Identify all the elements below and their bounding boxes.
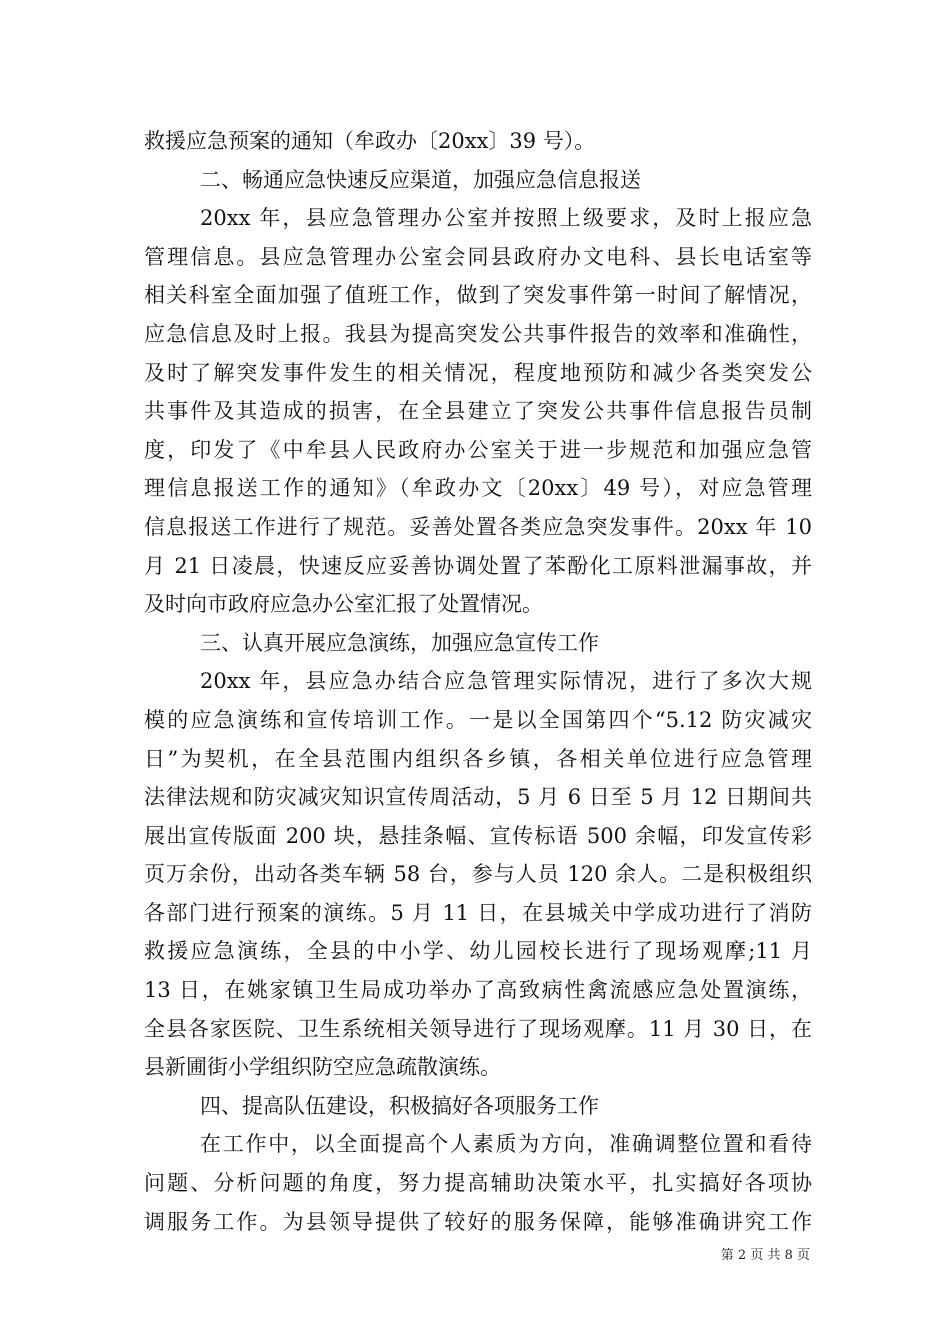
text-line: 调服务工作。为县领导提供了较好的服务保障，能够准确讲究工作 bbox=[144, 1209, 812, 1234]
text-line: 及时向市政府应急办公室汇报了处置情况。 bbox=[144, 592, 543, 617]
text-line: 救援应急演练，全县的中小学、幼儿园校长进行了现场观摩;11 月 bbox=[144, 939, 812, 964]
section-heading: 三、认真开展应急演练，加强应急宣传工作 bbox=[200, 630, 599, 655]
text-line: 管理信息。县应急管理办公室会同县政府办文电科、县长电话室等 bbox=[144, 244, 812, 269]
text-line: 救援应急预案的通知（牟政办〔20xx〕39 号）。 bbox=[144, 129, 596, 153]
text-line: 全县各家医院、卫生系统相关领导进行了现场观摩。11 月 30 日，在 bbox=[144, 1016, 812, 1041]
text-line: 页万余份，出动各类车辆 58 台，参与人员 120 余人。二是积极组织 bbox=[144, 862, 812, 887]
text-line: 20xx 年，县应急办结合应急管理实际情况，进行了多次大规 bbox=[200, 669, 812, 694]
text-line: 日”为契机，在全县范围内组织各乡镇，各相关单位进行应急管理 bbox=[144, 746, 812, 771]
text-line: 各部门进行预案的演练。5 月 11 日，在县城关中学成功进行了消防 bbox=[144, 900, 812, 925]
text-line: 及时了解突发事件发生的相关情况，程度地预防和减少各类突发公 bbox=[144, 360, 812, 385]
text-line: 问题、分析问题的角度，努力提高辅助决策水平，扎实搞好各项协 bbox=[144, 1171, 812, 1196]
text-line: 模的应急演练和宣传培训工作。一是以全国第四个“5.12 防灾减灾 bbox=[144, 707, 812, 732]
text-line: 县新圃街小学组织防空应急疏散演练。 bbox=[144, 1055, 501, 1080]
text-line: 在工作中，以全面提高个人素质为方向，准确调整位置和看待 bbox=[200, 1132, 812, 1157]
text-line: 共事件及其造成的损害，在全县建立了突发公共事件信息报告员制 bbox=[144, 399, 812, 424]
text-line: 信息报送工作进行了规范。妥善处置各类应急突发事件。20xx 年 10 bbox=[144, 514, 812, 539]
text-line: 相关科室全面加强了值班工作，做到了突发事件第一时间了解情况， bbox=[144, 283, 812, 308]
document-body bbox=[144, 122, 812, 1241]
text-line: 理信息报送工作的通知》（牟政办文〔20xx〕49 号），对应急管理 bbox=[144, 476, 812, 501]
text-line: 应急信息及时上报。我县为提高突发公共事件报告的效率和准确性， bbox=[144, 321, 812, 346]
text-line: 13 日，在姚家镇卫生局成功举办了高致病性禽流感应急处置演练， bbox=[144, 978, 812, 1003]
text-line: 月 21 日凌晨，快速反应妥善协调处置了苯酚化工原料泄漏事故，并 bbox=[144, 553, 812, 578]
page-number: 第 2 页 共 8 页 bbox=[720, 1248, 810, 1263]
section-heading: 四、提高队伍建设，积极搞好各项服务工作 bbox=[200, 1093, 599, 1118]
text-line: 展出宣传版面 200 块，悬挂条幅、宣传标语 500 余幅，印发宣传彩 bbox=[144, 823, 812, 848]
text-line: 20xx 年，县应急管理办公室并按照上级要求，及时上报应急 bbox=[200, 206, 812, 231]
text-line: 度，印发了《中牟县人民政府办公室关于进一步规范和加强应急管 bbox=[144, 437, 812, 462]
text-line: 法律法规和防灾减灾知识宣传周活动，5 月 6 日至 5 月 12 日期间共 bbox=[144, 785, 812, 810]
section-heading: 二、畅通应急快速反应渠道，加强应急信息报送 bbox=[200, 167, 641, 192]
